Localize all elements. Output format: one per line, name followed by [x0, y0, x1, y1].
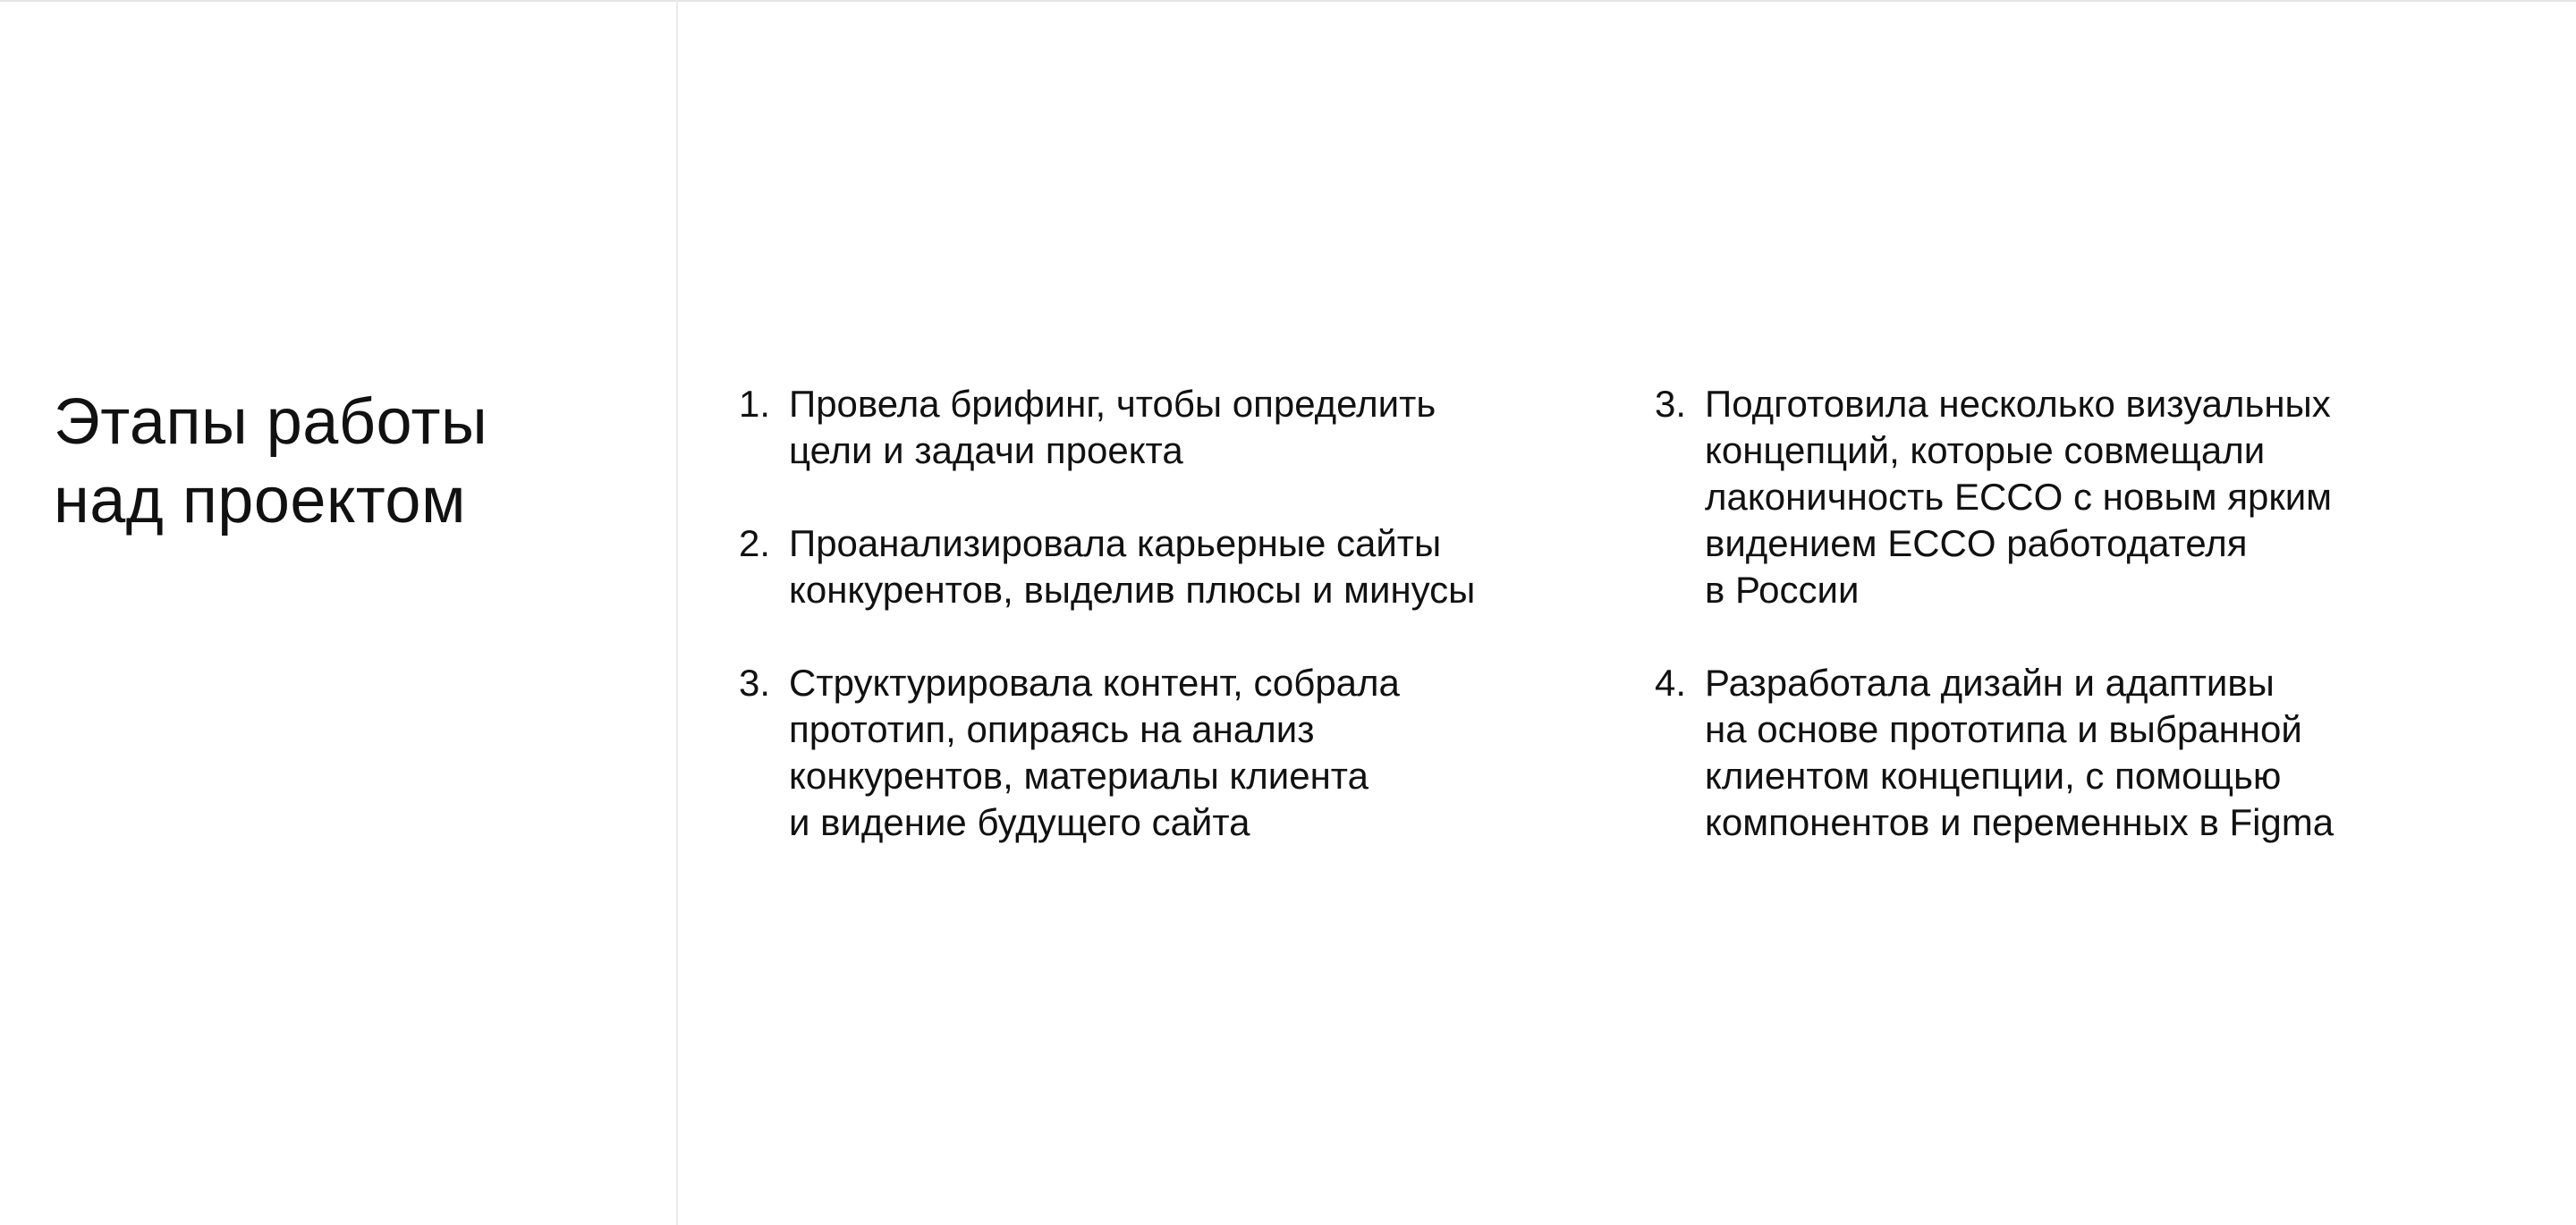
- item-number: 1.: [739, 383, 771, 425]
- column-divider: [676, 0, 678, 1225]
- stages-list-left: [739, 381, 1615, 892]
- list-item: [739, 520, 1615, 613]
- list-item: [1655, 381, 2549, 613]
- item-number: 3.: [1655, 383, 1687, 425]
- item-text: Разработала дизайн и адаптивы на основе прототипа и выбранной клиентом концепции, с помощью компонентов и переменных в Figma: [1705, 662, 2334, 843]
- item-text: Проанализировала карьерные сайты конкурентов, выделив плюсы и минусы: [789, 522, 1476, 611]
- list-item: [1655, 660, 2549, 846]
- item-text: Провела брифинг, чтобы определить цели и задачи проекта: [789, 383, 1436, 471]
- list-item: [739, 660, 1615, 846]
- item-text: Подготовила несколько визуальных концепций, которые совмещали лаконичность ECCO с новым ярким видением ECCO работодателя в России: [1705, 383, 2333, 611]
- item-text: Структурировала контент, собрала прототип, опираясь на анализ конкурентов, материалы клиента и видение будущего сайта: [789, 662, 1400, 843]
- top-divider: [0, 0, 2576, 2]
- page-title: Этапы работы над проектом: [54, 386, 488, 536]
- stages-list-right: [1655, 381, 2549, 892]
- item-number: 3.: [739, 662, 771, 704]
- item-number: 2.: [739, 522, 771, 564]
- item-number: 4.: [1655, 662, 1687, 704]
- list-item: [739, 381, 1615, 474]
